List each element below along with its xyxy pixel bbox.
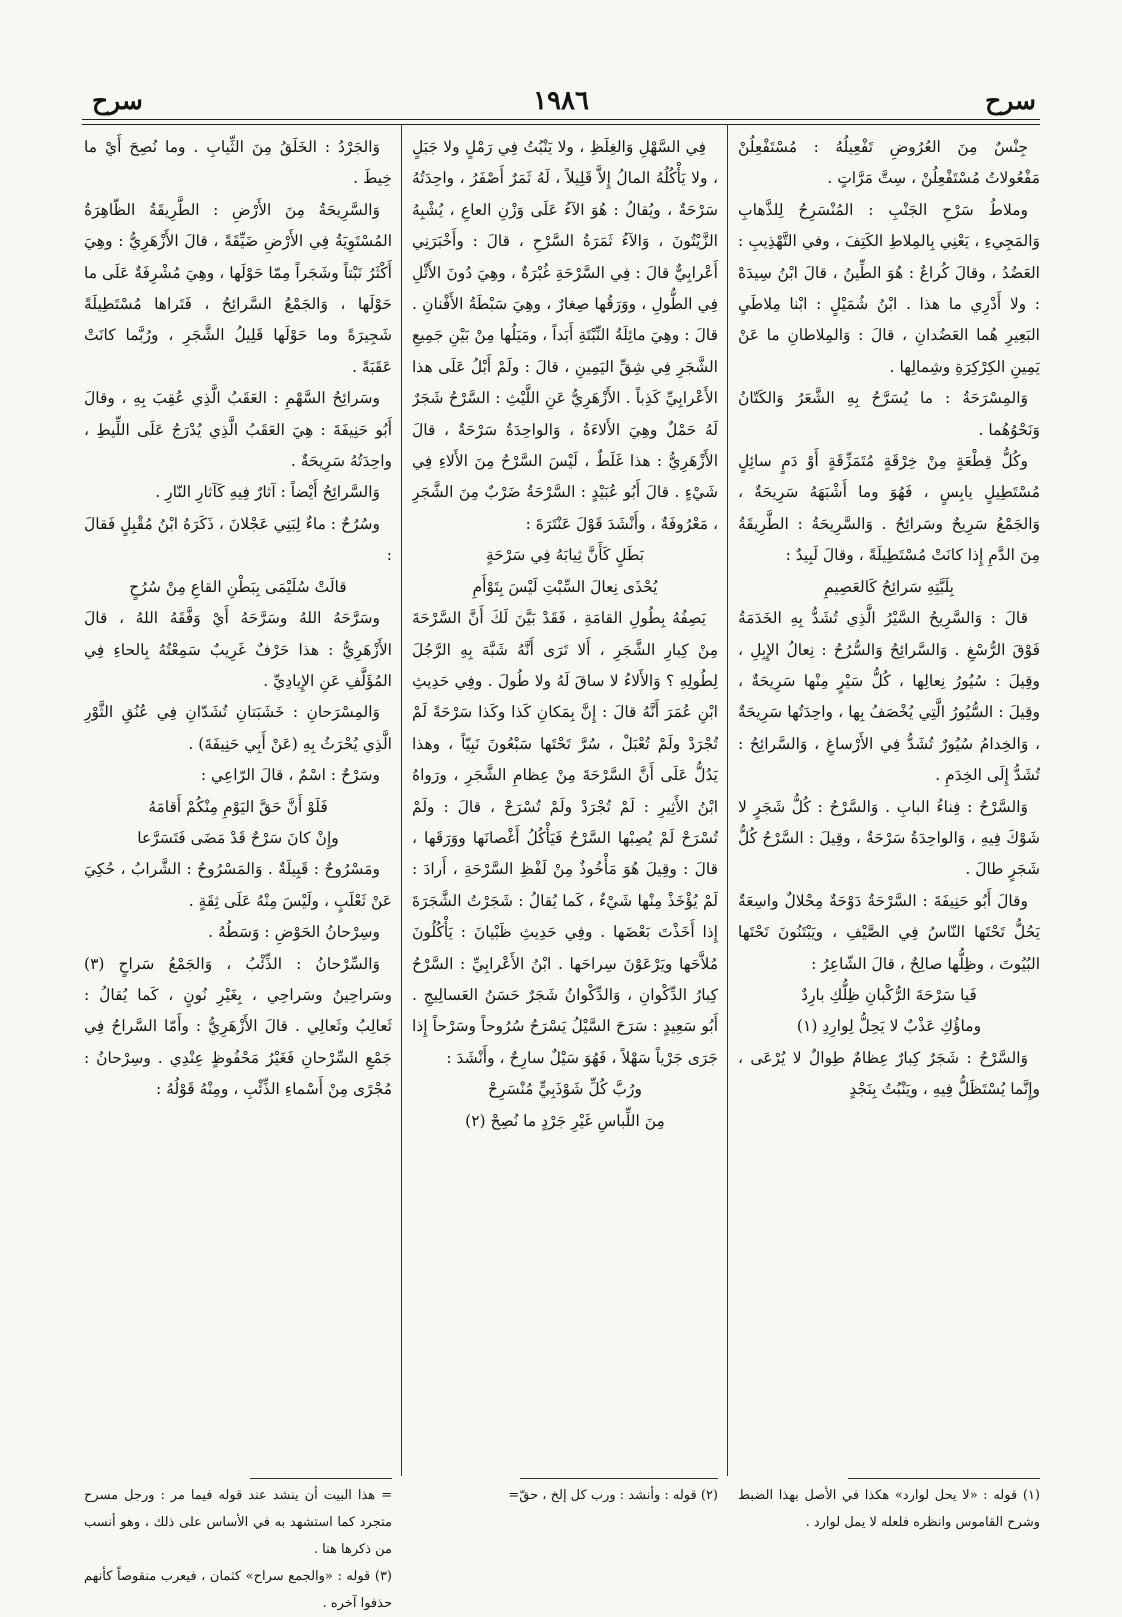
paragraph: وسُرُحٌ : ماءٌ لِبَنِي عَجْلانَ ، ذَكَرَهُ ابْنُ مُقْبِلٍ فَقالَ : (84, 514, 392, 565)
paragraph: وَالمِسْرَحَةُ : ما يُسَرَّحُ بِهِ الشَّعَرُ وَالكَتّانُ وَنَحْوُهُما . (738, 389, 1040, 439)
verse-line: بِلَبَّتِهِ سَرائِحُ كَالعَصِيمِ (824, 577, 954, 596)
column-left (84, 132, 392, 1472)
paragraph: جِنْسٌ مِنَ العُرُوضِ تَفْعِيلُهُ : مُسْتَفْعِلُنْ مَفْعُولاتُ مُسْتَفْعِلُنْ ، سِتَّ مَرَّاتٍ . (738, 138, 1040, 188)
verse-line: وإِنْ كانَ سَرْحٌ قَدْ مَضَى فَتَسَرَّعا (137, 828, 339, 847)
verse-line: يُحْذَى نِعالَ السِّبْتِ لَيْسَ بِتَوْأَمِ (472, 577, 658, 596)
footnote-rule (848, 1478, 1040, 1479)
paragraph: قالَ : وَالسَّرِيحُ السَّيْرُ الَّذِي تُشَدُّ بِهِ الخَدَمَةُ فَوْقَ الرُّسْغِ . وَالسَّرائِحُ وَالسُّرُحُ : نِعالُ الإِبِلِ ، وقِيلَ : سُيُورُ نِعالِها ، كُلُّ سَيْرٍ مِنْها سَرِيحَةٌ ، وقِيلَ : السُّيُورُ الَّتِي يُخْصَفُ بِها ، واحِدَتُها سَرِيحَةٌ ، وَالخِدامُ سُيُورٌ تُشَدُّ فِي الأَرْساغِ ، وَالسَّرائِحُ : تُشَدُّ إِلَى الخِدَمِ . (738, 609, 1040, 785)
footnote-text: (١) قوله : «لا يحل لوارد» هكذا في الأصل بهذا الضبط وشرح القاموس وانظره فلعله لا يمل لوارد . (738, 1488, 1040, 1530)
footnote-rule (520, 1478, 718, 1479)
header-rule (82, 119, 1040, 120)
column-separator (727, 124, 728, 1476)
verse-line: فَيا سَرْحَةَ الرُّكْبانِ ظِلُّكِ بارِدٌ (801, 985, 977, 1004)
verse-line: ورُبَّ كُلِّ شَوْذَبِيٍّ مُنْسَرِحْ (488, 1080, 642, 1099)
paragraph: وملاطُ سَرْحِ الجَنْبِ : المُنْسَرِحُ لِلذَّهابِ وَالمَجِيءِ ، يَعْنِي بِالمِلاطِ الكَتِفَ ، وفي التَّهْذِيبِ : العَضُدُ ، وقالَ كُراعٌ : هُوَ الطِّينُ ، قالَ ابْنُ سِيدَهْ : ولا أَدْرِي ما هذا . ابْنُ شُمَيْلٍ : ابْنا مِلاطَيِ البَعِيرِ هُما العَضُدانِ ، قالَ : وَالمِلاطانِ ما عَنْ يَمِينِ الكِرْكِرَةِ وشِمالِها . (738, 200, 1040, 376)
verse-line: مِنَ اللِّباسِ غَيْرِ جَرْدٍ ما نُصِحْ (٢) (465, 1111, 665, 1130)
column-separator (401, 124, 402, 1476)
paragraph: وَالسَّرْحُ : شَجَرٌ كِبارٌ عِظامٌ طِوالٌ لا يُرْعَى ، وإِنَّما يُسْتَظَلُّ فِيهِ ، ويَنْبُتُ بِنَجْدٍ (738, 1048, 1040, 1099)
verse-line: بَطَلٍ كَأَنَّ ثِيابَهُ فِي سَرْحَةٍ (485, 546, 645, 565)
verse-line: وماؤُكِ عَذْبٌ لا يَحِلُّ لِوارِدِ (١) (796, 1017, 982, 1036)
page-number: ١٩٨٦ (533, 86, 589, 116)
paragraph: وَالسَّرائِحُ أَيْضاً : آثارٌ فِيهِ كَآثارِ النّارِ . (155, 483, 380, 502)
paragraph: وسِرْحانُ الحَوْضِ : وَسَطُهُ . (208, 923, 380, 942)
verse-line: فَلَوْ أَنَّ حَقَّ اليَوْمِ مِنْكُمْ أَقامَهُ (148, 797, 328, 816)
footnote-text: = هذا البيت أن ينشد عند قوله فيما مر : ورجل مسرح متجرد كما استشهد به في الأساس على ذلك ، وهو أنسب من ذكرها هنا . (84, 1488, 392, 1557)
verse-line: قالَتْ سُلَيْمَى بِبَطْنِ القاعِ مِنْ سُرُحٍ (129, 577, 347, 596)
paragraph: فِي السَّهْلِ وَالغِلَظِ ، ولا يَنْبُتُ فِي رَمْلٍ ولا جَبَلٍ ، ولا يَأْكُلُهُ المالُ إِلاَّ قَلِيلاً ، لَهُ ثَمَرٌ أَصْفَرُ ، واحِدَتُهُ سَرْحَةٌ ، ويُقالُ : هُوَ الآءُ عَلَى وَزْنِ العاعِ ، يُشْبِهُ الزَّيْتُونَ ، وَالآءُ ثَمَرَةُ السَّرْحِ ، قالَ : وأَخْبَرَنِي أَعْرابِيٌّ قالَ : فِي السَّرْحَةِ غُبْرَةٌ ، وهِيَ دُونَ الأَثْلِ فِي الطُّولِ ، ووَرَقُها صِغارٌ ، وهِيَ سَبْطَةُ الأَفْنانِ . قالَ : وهِيَ مائِلَةُ النِّبْتَةِ أَبَداً ، ومَيَلُها مِنْ بَيْنِ جَمِيعِ الشَّجَرِ فِي شِقِّ اليَمِينِ ، قالَ : ولَمْ أَبْلُ عَلَى هذا الأَعْرابِيِّ كَذِباً . الأَزْهَرِيُّ عَنِ اللَّيْثِ : السَّرْحُ شَجَرٌ لَهُ حَمْلٌ وهِيَ الأَلاءَةُ ، وَالواحِدَةُ سَرْحَةٌ ، قالَ الأَزْهَرِيُّ : هذا غَلَطٌ ، لَيْسَ السَّرْحُ مِنَ الأَلاءِ فِي شَيْءٍ . قالَ أَبُو عُبَيْدٍ : السَّرْحَةُ ضَرْبٌ مِنَ الشَّجَرِ ، مَعْرُوفَةٌ ، وأَنْشَدَ قَوْلَ عَنْتَرَةَ : (412, 138, 718, 533)
footnote-left (84, 1482, 392, 1617)
column-right (738, 132, 1040, 1472)
running-head-left: سرح (92, 86, 143, 115)
paragraph: وقالَ أَبُو حَنِيفَةَ : السَّرْحَةُ دَوْحَةٌ مِحْلالٌ واسِعَةٌ يَحُلُّ تَحْتَها النّاسُ فِي الصَّيْفِ ، ويَبْتَنُونَ تَحْتَها البُيُوتَ ، وظِلُّها صالِحٌ ، قالَ الشّاعِرُ : (738, 891, 1040, 973)
paragraph: وَالمِسْرَحانِ : خَشَبَتانِ تُشَدّانِ فِي عُنُقِ الثَّوْرِ الَّذِي يُحْرَثُ بِهِ (عَنْ أَبِي حَنِيفَةَ) . (84, 703, 392, 753)
paragraph: وسَرْحٌ : اسْمٌ ، قالَ الرّاعِي : (200, 766, 380, 785)
footnote-right (738, 1482, 1040, 1536)
running-head-right: سرح (985, 86, 1036, 115)
paragraph: وسَرائِحُ السَّهْمِ : العَقَبُ الَّذِي عُقِبَ بِهِ ، وقالَ أَبُو حَنِيفَةَ : هِيَ العَقَبُ الَّذِي يُدْرَجُ عَلَى اللِّيطِ ، واحِدَتُهُ سَرِيحَةٌ . (84, 389, 392, 471)
header-rule-secondary (82, 124, 1040, 125)
footnote-text: (٢) قوله : وأنشد : ورب كل إلخ ، حقّ= (508, 1488, 718, 1503)
paragraph: وَالسِّرْحانُ : الذِّئْبُ ، وَالجَمْعُ سَراحٍ (٣) وسَراحِينُ وسَراحِي ، بِغَيْرِ نُونٍ ، كَما يُقالُ : ثَعالِبُ وثَعالِي . قالَ الأَزْهَرِيُّ : وأَمّا السَّراحُ فِي جَمْعِ السِّرْحانِ فَغَيْرُ مَحْفُوظٍ عِنْدِي . وسِرْحانُ : مُجْرًى مِنْ أَسْماءِ الذِّئْبِ ، ومِنْهُ قَوْلُهُ : (84, 954, 392, 1099)
column-middle (412, 132, 718, 1472)
footnote-middle (412, 1482, 718, 1509)
paragraph: وكُلُّ قِطْعَةٍ مِنْ خِرْقَةٍ مُتَمَزِّقَةٍ أَوْ دَمٍ سائِلٍ مُسْتَطِيلٍ يابِسٍ ، فَهُوَ وما أَشْبَهَهُ سَرِيحَةٌ ، وَالجَمْعُ سَرِيحٌ وسَرائِحُ . وَالسَّرِيحَةُ : الطَّرِيقَةُ مِنَ الدَّمِ إِذا كانَتْ مُسْتَطِيلَةً ، وقالَ لَبِيدٌ : (738, 452, 1040, 565)
paragraph: وَالسَّرِيحَةُ مِنَ الأَرْضِ : الطَّرِيقَةُ الظّاهِرَةُ المُسْتَوِيَةُ فِي الأَرْضِ ضَيِّقَةً ، قالَ الأَزْهَرِيُّ : وهِيَ أَكْثَرُ نَبْتاً وشَجَراً مِمّا حَوْلَها ، وهِيَ مُشْرِفَةٌ عَلَى ما حَوْلَها ، وَالجَمْعُ السَّرائِحُ ، فَتَراها مُسْتَطِيلَةً شَجِيرَةً وما حَوْلَها قَلِيلُ الشَّجَرِ ، ورُبَّما كانَتْ عَقَبَةً . (84, 200, 392, 376)
paragraph: يَصِفُهُ بِطُولِ القامَةِ ، فَقَدْ بَيَّنَ لَكَ أَنَّ السَّرْحَةَ مِنْ كِبارِ الشَّجَرِ ، أَلا تَرَى أَنَّهُ شَبَّهَ بِهِ الرَّجُلَ لِطُولِهِ ؟ وَالأَلاءُ لا ساقَ لَهُ ولا طُولَ . وفِي حَدِيثِ ابْنِ عُمَرَ أَنَّهُ قالَ : إِنَّ بِمَكانِ كَذا وكَذا سَرْحَةً لَمْ تُجْرَدْ ولَمْ تُعْبَلْ ، سُرَّ تَحْتَها سَبْعُونَ نَبِيّاً ، وهذا يَدُلُّ عَلَى أَنَّ السَّرْحَةَ مِنْ عِظامِ الشَّجَرِ ، ورَواهُ ابْنُ الأَثِيرِ : لَمْ تُجْرَدْ ولَمْ تُسْرَحْ ، قالَ : ولَمْ تُسْرَحْ لَمْ يُصِبْها السَّرْحُ فَيَأْكُلُ أَغْصانَها ووَرَقَها ، قالَ : وقِيلَ هُوَ مَأْخُوذٌ مِنْ لَفْظِ السَّرْحَةِ ، أَرادَ : لَمْ يُؤْخَذْ مِنْها شَيْءٌ ، كَما يُقالُ : شَجَرْتُ الشَّجَرَةَ إِذا أَخَذْتَ بَعْضَها . وفِي حَدِيثِ ظَبْيانَ : يَأْكُلُونَ مُلاَّحَها ويَرْعَوْنَ سِراحَها . ابْنُ الأَعْرابِيِّ : السَّرْحُ كِبارُ الدِّكْوانِ ، وَالدِّكْوانُ شَجَرٌ حَسَنُ العَسالِيجِ . أَبُو سَعِيدٍ : سَرَحَ السَّيْلُ يَسْرَحُ سُرُوحاً وسَرْحاً إِذا جَرَى جَرْياً سَهْلاً ، فَهُوَ سَيْلٌ سارِحٌ ، وأَنْشَدَ : (412, 609, 718, 1067)
paragraph: وسَرَّحَهُ اللهُ وسَرَّحَهُ أَيْ وَفَّقَهُ اللهُ ، قالَ الأَزْهَرِيُّ : هذا حَرْفٌ غَرِيبٌ سَمِعْتُهُ بِالحاءِ فِي المُؤَلَّفِ عَنِ الإِيادِيِّ . (84, 609, 392, 690)
paragraph: ومَسْرُوحٌ : قَبِيلَةٌ . وَالمَسْرُوحُ : الشَّرابُ ، حُكِيَ عَنْ ثَعْلَبٍ ، ولَيْسَ مِنْهُ عَلَى ثِقَةٍ . (84, 860, 392, 910)
paragraph: وَالجَرْدُ : الخَلَقُ مِنَ الثِّيابِ . وما نُصِحَ أَيْ ما خِيطَ . (84, 138, 392, 188)
paragraph: وَالسَّرْحُ : فِناءُ البابِ . وَالسَّرْحُ : كُلُّ شَجَرٍ لا شَوْكَ فِيهِ ، وَالواحِدَةُ سَرْحَةٌ ، وقِيلَ : السَّرْحُ كُلُّ شَجَرٍ طالَ . (738, 797, 1040, 879)
footnote-rule (250, 1478, 392, 1479)
footnote-text: (٣) قوله : «والجمع سراح» كثمان ، فيعرب منقوصاً كأنهم حذفوا آخره . (84, 1569, 392, 1611)
